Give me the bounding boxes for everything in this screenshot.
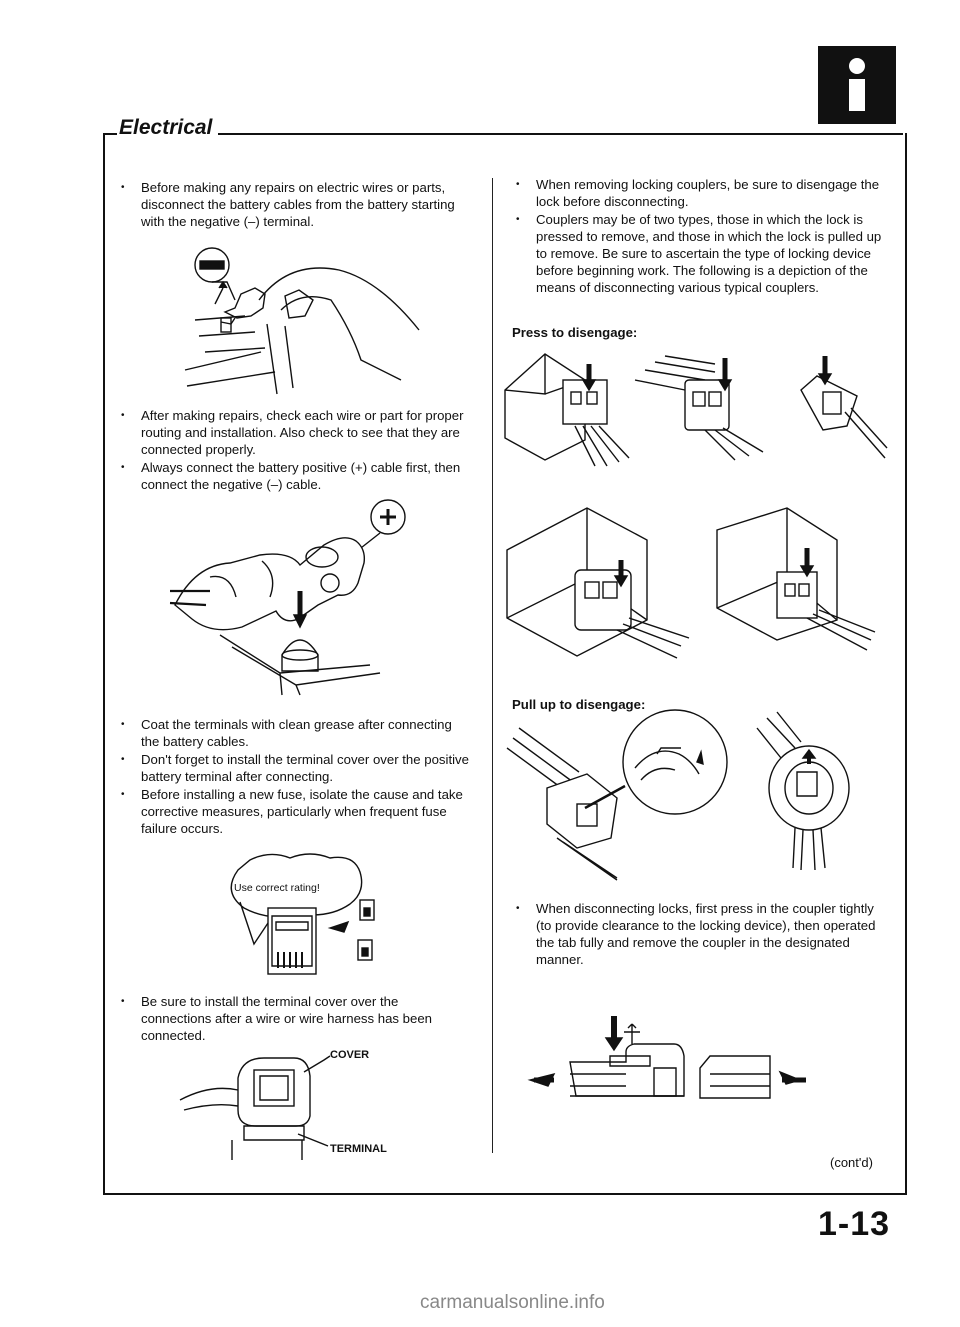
- lock-release-diagram: [530, 1010, 870, 1090]
- press-couplers-illustration-2: [507, 500, 887, 660]
- page-number: 1-13: [818, 1205, 891, 1243]
- left-para-1: [117, 179, 472, 231]
- list-item: • Be sure to install the terminal cover over the connections after a wire or wire harness has been connected.: [117, 993, 472, 1044]
- terminal-label: TERMINAL: [330, 1143, 387, 1155]
- terminal-cover-illustration: [180, 1048, 400, 1158]
- pull-couplers-illustration: [507, 708, 887, 878]
- press-heading: Press to disengage:: [512, 325, 638, 340]
- list-item: • After making repairs, check each wire or part for proper routing and installation. Also check to see that they are connected properly.: [117, 407, 472, 458]
- positive-terminal-illustration: [170, 495, 430, 695]
- list-item: • Before making any repairs on electric wires or parts, disconnect the battery cables from the battery starting with the negative (–) terminal.: [117, 179, 472, 230]
- left-para-2: [117, 407, 472, 494]
- press-couplers-illustration-1: [505, 340, 895, 470]
- fuse-callout-text: Use correct rating!: [234, 882, 320, 894]
- right-para-2: [512, 900, 887, 969]
- left-para-4: [117, 993, 472, 1045]
- cover-label: COVER: [330, 1049, 370, 1061]
- column-divider: [492, 178, 493, 1153]
- info-icon: [818, 46, 896, 124]
- list-item: • Coat the terminals with clean grease after connecting the battery cables.: [117, 716, 472, 750]
- list-item: • Before installing a new fuse, isolate the cause and take corrective measures, particularly when frequent fuse failure occurs.: [117, 786, 472, 837]
- section-title: Electrical: [117, 116, 218, 140]
- right-para-1: [512, 176, 887, 297]
- list-item: • Couplers may be of two types, those in which the lock is pressed to remove, and those in which the lock is pulled up to remove. Be sure to ascertain the type of locking device before beginning work. The following is a depiction of the means of disconnecting various typical couplers.: [512, 211, 887, 296]
- watermark: carmanualsonline.info: [420, 1292, 605, 1313]
- fuse-illustration: [220, 852, 390, 982]
- list-item: • When disconnecting locks, first press in the coupler tightly (to provide clearance to the locking device), then operated the tab fully and remove the coupler in the designated manner.: [512, 900, 887, 968]
- list-item: • Don't forget to install the terminal cover over the positive battery terminal after connecting.: [117, 751, 472, 785]
- continued-note: (cont'd): [830, 1155, 873, 1170]
- list-item: • Always connect the battery positive (+) cable first, then connect the negative (–) cable.: [117, 459, 472, 493]
- list-item: • When removing locking couplers, be sure to disengage the lock before disconnecting.: [512, 176, 887, 210]
- left-para-3: [117, 716, 472, 838]
- negative-terminal-illustration: [185, 240, 425, 410]
- pull-heading: Pull up to disengage:: [512, 697, 646, 712]
